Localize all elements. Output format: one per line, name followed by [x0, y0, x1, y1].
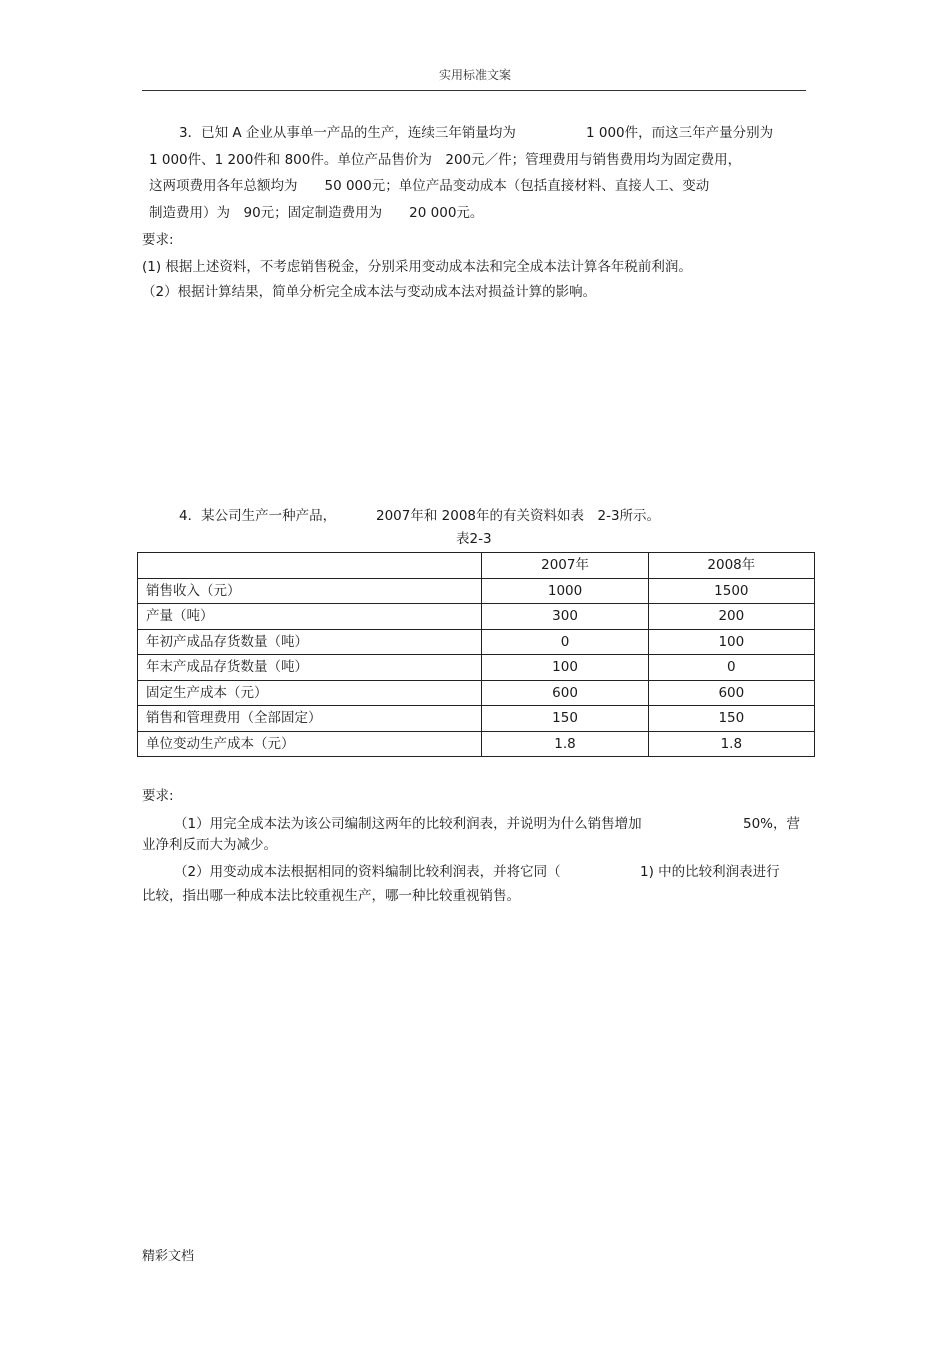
row-label: 产量（吨）	[138, 604, 482, 630]
table-cell: 0	[648, 655, 814, 681]
table-row	[138, 629, 815, 655]
q4-requirement-2-b: 1) 中的比较利润表进行	[640, 864, 780, 880]
page-footer: 精彩文档	[142, 1249, 195, 1264]
table-row	[138, 731, 815, 757]
q4-requirement-2-a: （2）用变动成本法根据相同的资料编制比较利润表，并将它同（	[174, 864, 561, 880]
table-cell: 200	[648, 604, 814, 630]
page-header: 实用标准文案	[438, 68, 511, 82]
row-label: 单位变动生产成本（元）	[138, 731, 482, 757]
q4-intro-b: 2007年和 2008年的有关资料如表 2-3所示。	[376, 508, 661, 524]
q4-intro-a: 4．某公司生产一种产品，	[179, 508, 337, 524]
header-rule	[142, 90, 806, 91]
table-cell: 600	[482, 680, 648, 706]
q4-requirement-1-c: 业净利反而大为减少。	[142, 837, 277, 853]
table-cell: 100	[482, 655, 648, 681]
table-row	[138, 655, 815, 681]
table-row	[138, 604, 815, 630]
table-cell: 600	[648, 680, 814, 706]
q3-requirement-2: （2）根据计算结果，简单分析完全成本法与变动成本法对损益计算的影响。	[142, 284, 597, 300]
table-row	[138, 706, 815, 732]
q3-line4: 制造费用）为 90元；固定制造费用为 20 000元。	[149, 205, 484, 221]
q3-line1-b: 1 000件，而这三年产量分别为	[586, 125, 774, 141]
table-cell: 1.8	[648, 731, 814, 757]
table-cell: 1000	[482, 578, 648, 604]
q3-line2: 1 000件、1 200件和 800件。单位产品售价为 200元／件；管理费用与销售费用均为固定费用，	[149, 152, 742, 168]
table-row	[138, 680, 815, 706]
table-header-cell	[138, 553, 482, 579]
table-cell: 300	[482, 604, 648, 630]
q4-requirement-1-b: 50%，营	[743, 816, 801, 832]
table-caption: 表2-3	[456, 531, 492, 547]
row-label: 销售和管理费用（全部固定）	[138, 706, 482, 732]
q4-requirement-1-a: （1）用完全成本法为该公司编制这两年的比较利润表，并说明为什么销售增加	[174, 816, 642, 832]
table-row	[138, 578, 815, 604]
data-table	[137, 552, 815, 757]
table-cell: 1500	[648, 578, 814, 604]
row-label: 年末产成品存货数量（吨）	[138, 655, 482, 681]
q3-requirement-1: (1) 根据上述资料，不考虑销售税金，分别采用变动成本法和完全成本法计算各年税前利润。	[142, 259, 692, 275]
table-cell: 0	[482, 629, 648, 655]
table-header-cell: 2007年	[482, 553, 648, 579]
table-cell: 100	[648, 629, 814, 655]
q3-line3: 这两项费用各年总额均为 50 000元；单位产品变动成本（包括直接材料、直接人工、变动	[149, 178, 710, 194]
table-header-row	[138, 553, 815, 579]
q4-requirement-label: 要求:	[142, 788, 174, 804]
q3-requirement-label: 要求:	[142, 232, 174, 248]
row-label: 年初产成品存货数量（吨）	[138, 629, 482, 655]
table-cell: 150	[482, 706, 648, 732]
table-cell: 1.8	[482, 731, 648, 757]
row-label: 固定生产成本（元）	[138, 680, 482, 706]
row-label: 销售收入（元）	[138, 578, 482, 604]
table-header-cell: 2008年	[648, 553, 814, 579]
q4-requirement-2-c: 比较，指出哪一种成本法比较重视生产，哪一种比较重视销售。	[142, 888, 520, 904]
table-cell: 150	[648, 706, 814, 732]
q3-line1-a: 3．已知 A 企业从事单一产品的生产，连续三年销量均为	[179, 125, 516, 141]
